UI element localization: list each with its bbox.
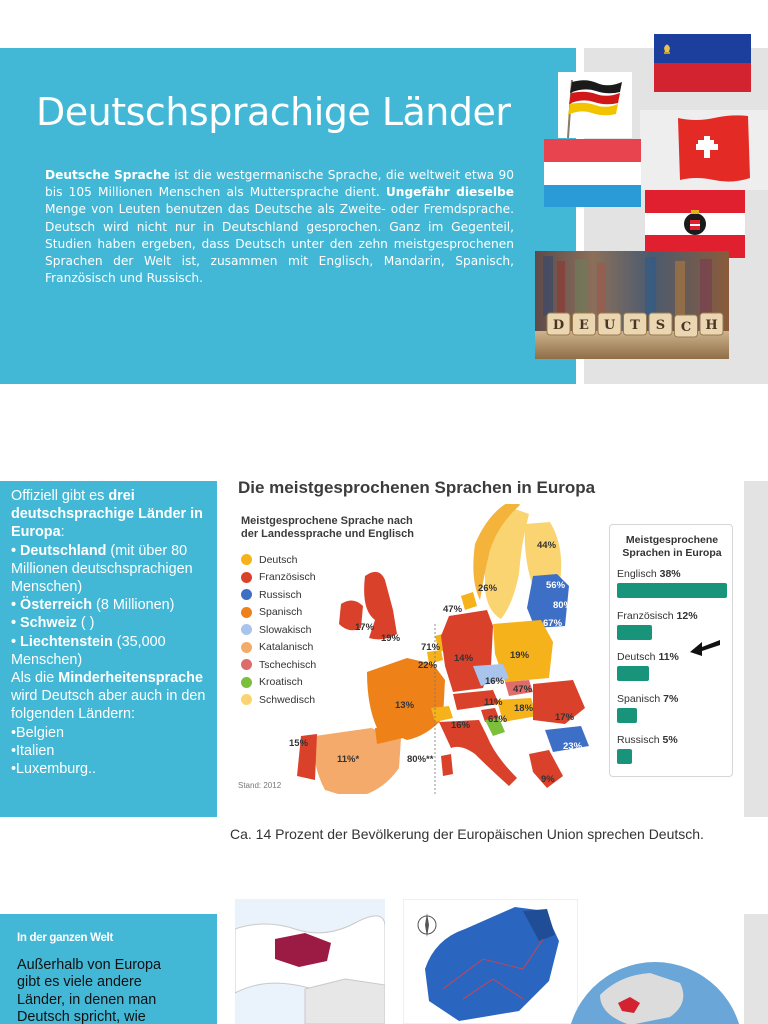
s2-line-1: Offiziell gibt es: [11, 488, 109, 504]
arrow-pointing-deutsch-icon: [688, 636, 722, 658]
europe-language-map: [285, 504, 605, 794]
minority-italy: •Italien: [11, 742, 55, 759]
luxembourg-flag: [544, 139, 641, 207]
map-label-spain: 11%*: [337, 754, 360, 765]
legend-label: Katalanisch: [259, 641, 314, 654]
intro-bold-2: Ungefähr dieselbe: [385, 185, 515, 200]
map-label-lithuania: 67%: [543, 618, 563, 629]
letter-block-text: E: [579, 318, 589, 333]
bar: [617, 625, 652, 640]
bar-value-label: 11%: [658, 651, 679, 663]
bar: [617, 749, 632, 764]
map-label-uk: 19%: [381, 633, 401, 644]
map-label-romania: 17%: [555, 712, 575, 723]
bar-value-label: 38%: [659, 568, 681, 580]
map-label-austria: 11%: [484, 697, 503, 708]
map-label-finland: 56%: [546, 580, 566, 591]
s2-line-1-bold: drei deutschsprachige Länder in Europa: [11, 488, 203, 541]
slide2-caption: Ca. 14 Prozent der Bevölkerung der Europäischen Union sprechen Deutsch.: [230, 826, 704, 842]
legend-label: Tschechisch: [259, 658, 317, 671]
liechtenstein-flag: [654, 34, 751, 92]
legend-dot: [241, 659, 252, 670]
chart-subtitle: Meistgesprochene Sprache nach der Landessprache und Englisch: [241, 515, 414, 540]
legend-label: Russisch: [259, 588, 302, 601]
slide3-heading: In der ganzen Welt: [17, 932, 113, 944]
bar-category: Russisch: [617, 734, 663, 746]
legend-dot: [241, 624, 252, 635]
bar-row: [617, 610, 698, 640]
slide2-text: [11, 487, 215, 778]
south-africa-map-image: [403, 899, 578, 1024]
bar-value-label: 12%: [676, 609, 698, 622]
bar-category: Englisch: [617, 568, 660, 580]
minority-belgium: •Belgien: [11, 724, 65, 741]
s2-line-2: Als die: [11, 670, 59, 687]
bar-row: [617, 651, 679, 681]
bar-chart-title: Meistgesprochene Sprachen in Europa: [622, 534, 722, 559]
globe-image: [560, 955, 750, 1024]
bar-row: [617, 734, 678, 764]
letter-block-text: T: [630, 318, 640, 333]
letter-block-text: U: [603, 318, 616, 333]
map-label-belgium: 22%: [418, 660, 438, 671]
legend-dot: [241, 589, 252, 600]
legend-label: Spanisch: [259, 606, 303, 619]
chart-date-note: Stand: 2012: [238, 781, 282, 790]
bar: [617, 708, 637, 723]
map-label-slovakia: 47%: [513, 684, 533, 695]
letter-block-text: S: [655, 318, 666, 333]
legend-dot: [241, 554, 252, 565]
bar-category: Deutsch: [617, 651, 659, 663]
map-label-germany: 14%: [454, 653, 474, 664]
country-germany: • Deutschland: [11, 542, 107, 559]
legend-dot: [241, 677, 252, 688]
s2-line-1-end: :: [60, 524, 65, 541]
s2-minority-bold: Minderheitensprache: [58, 670, 203, 687]
bar-label: [617, 734, 678, 748]
map-label-hungary: 18%: [514, 703, 534, 714]
slide1-title: Deutschsprachige Länder: [36, 90, 511, 134]
switzerland-flag: [640, 110, 768, 190]
legend-label: Deutsch: [259, 553, 298, 566]
map-label-portugal: 15%: [289, 738, 309, 749]
legend-dot: [241, 607, 252, 618]
map-label-latvia: 80%: [553, 600, 573, 611]
country-germany-note: (mit über 80 Millionen deutschsprachigen Menschen): [11, 542, 193, 596]
country-liechtenstein: • Liechtenstein: [11, 633, 113, 650]
germany-flag: [558, 72, 632, 138]
map-label-bulgaria: 23%: [563, 741, 583, 752]
legend-label: Slowakisch: [259, 623, 312, 636]
legend-dot: [241, 572, 252, 583]
country-switzerland-note: ( ): [76, 615, 95, 632]
bar-value-label: 7%: [663, 692, 679, 705]
map-region-sardinia: [441, 754, 453, 776]
deutsch-blocks-photo: [535, 251, 729, 359]
bar-value-label: 5%: [662, 734, 678, 746]
map-label-malta: 80%**: [407, 754, 434, 765]
bar-label: [617, 693, 678, 707]
map-label-france: 13%: [395, 700, 415, 711]
map-label-croatia: 61%: [488, 714, 508, 725]
bar-label: [617, 610, 698, 624]
legend-label: Schwedisch: [259, 693, 316, 706]
legend-dot: [241, 642, 252, 653]
map-label-poland: 19%: [510, 650, 530, 661]
letter-block-text: D: [552, 318, 565, 333]
bar-label: [617, 568, 727, 582]
legend-label: Kroatisch: [259, 676, 303, 689]
map-region-denmark: [461, 592, 477, 610]
map-label-ireland: 17%: [355, 622, 375, 633]
bar-category: Spanisch: [617, 692, 664, 705]
map-label-netherlands: 71%: [421, 642, 441, 653]
slide3-text: Außerhalb von Europa gibt es viele andere Länder, in denen man Deutsch spricht, wie: [17, 957, 161, 1024]
intro-text-2: Menge von Leuten benutzen das Deutsche als Zweite- oder Fremdsprache. Deutsch wird nicht nur in Deutschland gesprochen. Ganz im Gegenteil, Studien haben ergeben, dass Deutsch unter den zehn meistgesprochenen Sprachen der Welt ist, zusammen mit Englisch, Mandarin, Spanisch, Französisch und Russisch.: [45, 202, 514, 286]
map-label-denmark: 47%: [443, 604, 463, 615]
map-label-sweden: 44%: [537, 540, 557, 551]
letter-block-text: C: [680, 320, 692, 335]
legend-label: Französisch: [259, 571, 316, 584]
s2-line-3: wird Deutsch aber auch in den folgenden Ländern:: [11, 688, 206, 723]
country-liechtenstein-note: (35,000 Menschen): [11, 633, 166, 668]
bar-label: [617, 651, 679, 665]
bar-category: Französisch: [617, 609, 677, 622]
country-austria: • Österreich: [11, 597, 93, 614]
intro-text-1: ist die westgermanische Sprache, die weltweit etwa 90 bis 105 Millionen Menschen als Muttersprache dient.: [45, 168, 514, 200]
bar-row: [617, 693, 678, 723]
letter-block-text: H: [705, 318, 718, 333]
bar: [617, 583, 727, 598]
intro-bold-1: Deutsche Sprache: [45, 168, 170, 182]
map-label-greece: 9%: [541, 774, 555, 785]
map-label-czech: 16%: [485, 676, 505, 687]
legend-dot: [241, 694, 252, 705]
map-label-italy: 16%: [451, 720, 471, 731]
chart-title: Die meistgesprochenen Sprachen in Europa: [238, 478, 596, 497]
slide2-gray-edge: [744, 481, 768, 817]
minority-luxembourg: •Luxemburg..: [11, 761, 97, 778]
country-switzerland: • Schweiz: [11, 615, 77, 632]
slide1-intro: [45, 167, 514, 287]
bar-row: [617, 568, 727, 598]
austria-flag: [645, 190, 745, 258]
world-map-kazakhstan-image: [235, 899, 385, 1024]
map-label-norway: 26%: [478, 583, 498, 594]
country-austria-note: (8 Millionen): [92, 597, 175, 614]
bar: [617, 666, 649, 681]
